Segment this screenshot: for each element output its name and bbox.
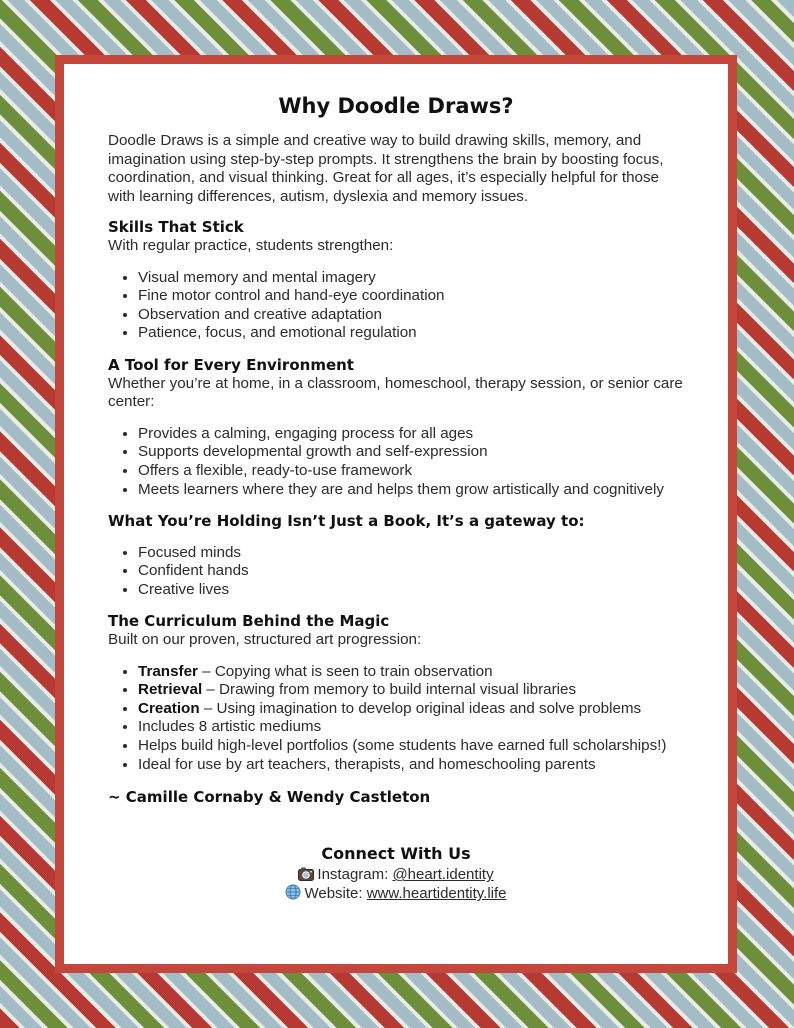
term-description: – Using imagination to develop original ideas and solve problems — [199, 699, 642, 717]
list-item: • Supports developmental growth and self-expression — [138, 443, 684, 462]
term-retrieval: Retrieval — [138, 681, 203, 699]
skills-heading: Skills That Stick — [108, 218, 244, 237]
page-title: Why Doodle Draws? — [278, 94, 514, 118]
term-creation: Creation — [138, 699, 200, 717]
term-description: – Drawing from memory to build internal visual libraries — [202, 681, 577, 699]
term-description: – Copying what is seen to train observation — [197, 662, 493, 680]
list-item: • Patience, focus, and emotional regulation — [138, 324, 684, 343]
curriculum-lead: Built on our proven, structured art progression: — [108, 631, 422, 649]
list-item — [138, 663, 684, 682]
tool-heading: A Tool for Every Environment — [108, 355, 354, 374]
list-item: • Creative lives — [138, 581, 684, 600]
term-transfer: Transfer — [138, 662, 198, 680]
gateway-list — [108, 544, 684, 600]
list-item: • Includes 8 artistic mediums — [138, 718, 684, 737]
curriculum-list — [108, 663, 684, 775]
list-item: • Provides a calming, engaging process for all ages — [138, 425, 684, 444]
list-item — [138, 700, 684, 719]
signature: ~ Camille Cornaby & Wendy Castleton — [108, 788, 431, 807]
document-page — [64, 64, 728, 964]
list-item: • Confident hands — [138, 562, 684, 581]
globe-icon — [285, 884, 301, 898]
list-item: • Visual memory and mental imagery — [138, 269, 684, 288]
website-label: Website: — [304, 885, 367, 903]
list-item: • Fine motor control and hand-eye coordination — [138, 287, 684, 306]
website-line — [108, 884, 684, 903]
instagram-link[interactable]: @heart.identity — [392, 866, 494, 884]
instagram-label: Instagram: — [317, 866, 393, 884]
website-link[interactable]: www.heartidentity.life — [366, 885, 507, 903]
connect-heading: Connect With Us — [321, 844, 471, 864]
tool-list — [108, 425, 684, 499]
list-item: • Meets learners where they are and helps them grow artistically and cognitively — [138, 481, 684, 500]
list-item: • Ideal for use by art teachers, therapists, and homeschooling parents — [138, 756, 684, 775]
list-item: • Offers a flexible, ready-to-use framework — [138, 462, 684, 481]
list-item: • Observation and creative adaptation — [138, 306, 684, 325]
camera-icon — [298, 867, 314, 881]
skills-list — [108, 269, 684, 343]
curriculum-heading: The Curriculum Behind the Magic — [108, 612, 390, 631]
instagram-line — [108, 865, 684, 884]
intro-paragraph: Doodle Draws is a simple and creative way to build drawing skills, memory, and imagination using step-by-step prompts. It strengthens the brain by boosting focus, coordination, and visual thinking. Great for all ages, it’s especially helpful for those with learning differences, autism, dyslexia and memory issues. — [108, 132, 664, 205]
gateway-heading: What You’re Holding Isn’t Just a Book, It’s a gateway to: — [108, 512, 585, 531]
skills-lead: With regular practice, students strengthen: — [108, 236, 394, 254]
connect-section — [108, 844, 684, 903]
page-frame — [55, 55, 737, 973]
list-item: • Helps build high-level portfolios (some students have earned full scholarships!) — [138, 737, 684, 756]
list-item: • Focused minds — [138, 544, 684, 563]
list-item — [138, 681, 684, 700]
tool-lead: Whether you’re at home, in a classroom, homeschool, therapy session, or senior care center: — [108, 374, 683, 411]
